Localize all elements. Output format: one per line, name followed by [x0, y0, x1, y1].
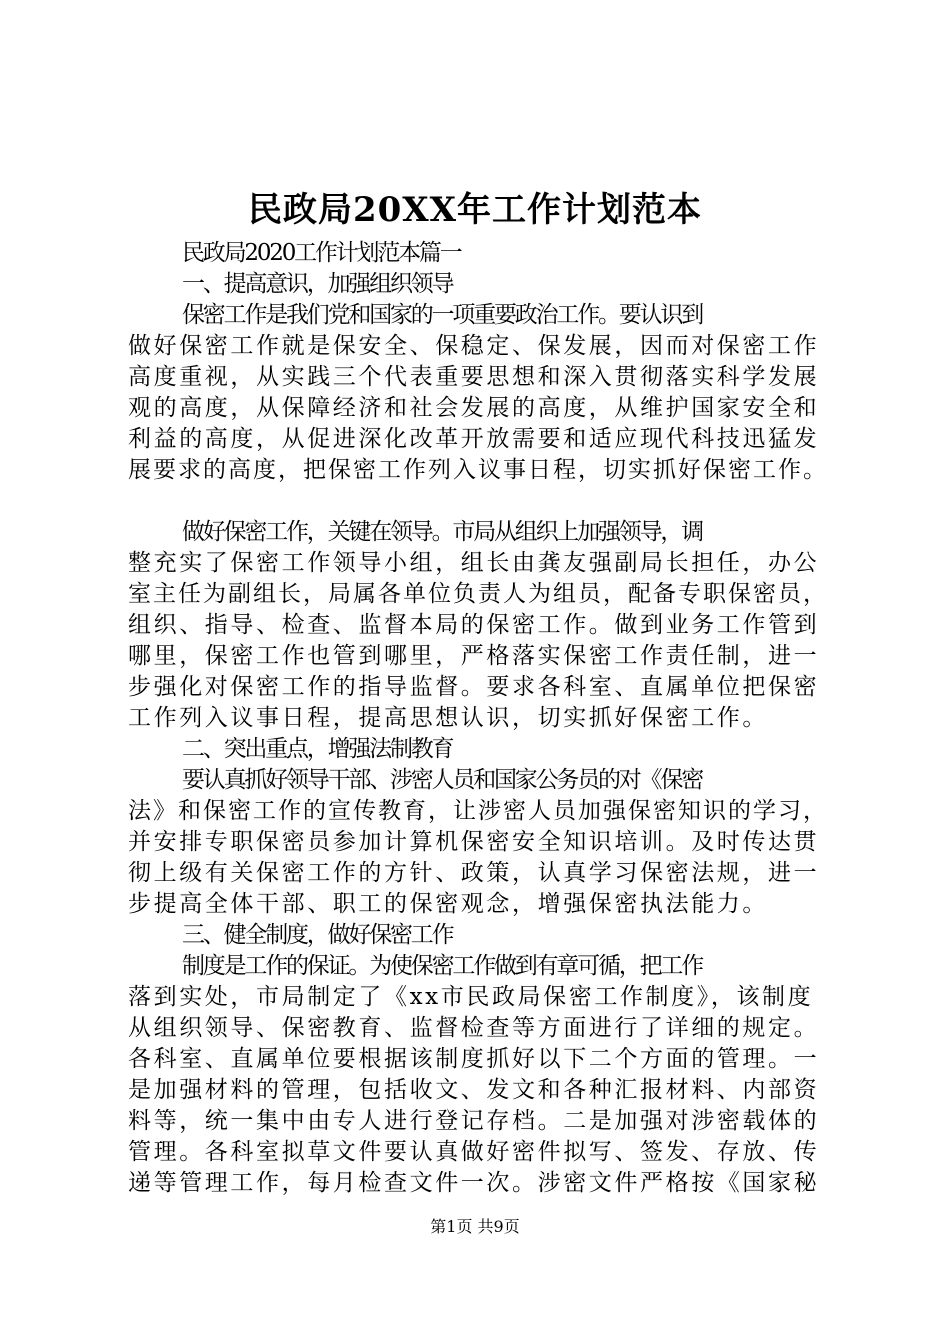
- text-line: 从组织领导、保密教育、监督检查等方面进行了详细的规定。: [128, 1015, 820, 1041]
- text-line: 做好保密工作，关键在领导。市局从组织上加强领导，调: [182, 519, 703, 545]
- text-line: 法》和保密工作的宣传教育，让涉密人员加强保密知识的学习，: [128, 798, 828, 824]
- text-line: 做好保密工作就是保安全、保稳定、保发展，因而对保密工作: [128, 333, 820, 359]
- text-line: 一、提高意识，加强组织领导: [182, 271, 453, 297]
- text-line: 递等管理工作，每月检查文件一次。涉密文件严格按《国家秘: [128, 1170, 820, 1196]
- page-footer: 第1页 共9页: [430, 1217, 520, 1236]
- text-line: 管理。各科室拟草文件要认真做好密件拟写、签发、存放、传: [128, 1139, 820, 1165]
- text-line: 整充实了保密工作领导小组，组长由龚友强副局长担任，办公: [128, 550, 820, 576]
- text-line: 二、突出重点，增强法制教育: [182, 736, 453, 762]
- text-line: 料等，统一集中由专人进行登记存档。二是加强对涉密载体的: [128, 1108, 820, 1134]
- text-line: 各科室、直属单位要根据该制度抓好以下二个方面的管理。一: [128, 1046, 820, 1072]
- text-line: 室主任为副组长，局属各单位负责人为组员，配备专职保密员，: [128, 581, 828, 607]
- document-title: 民政局20XX年工作计划范本: [247, 190, 703, 230]
- text-line: 保密工作是我们党和国家的一项重要政治工作。要认识到: [182, 302, 703, 328]
- document-body: [128, 238, 828, 1199]
- text-line: 哪里，保密工作也管到哪里，严格落实保密工作责任制，进一: [128, 643, 820, 669]
- text-line: 是加强材料的管理，包括收文、发文和各种汇报材料、内部资: [128, 1077, 820, 1103]
- text-line: 制度是工作的保证。为使保密工作做到有章可循，把工作: [182, 953, 703, 979]
- text-line: 要认真抓好领导干部、涉密人员和国家公务员的对《保密: [182, 767, 703, 793]
- text-line: 观的高度，从保障经济和社会发展的高度，从维护国家安全和: [128, 395, 820, 421]
- text-line: 工作列入议事日程，提高思想认识，切实抓好保密工作。: [128, 705, 768, 731]
- text-line: 展要求的高度，把保密工作列入议事日程，切实抓好保密工作。: [128, 457, 828, 483]
- text-line: 利益的高度，从促进深化改革开放需要和适应现代科技迅猛发: [128, 426, 820, 452]
- text-line: 步强化对保密工作的指导监督。要求各科室、直属单位把保密: [128, 674, 820, 700]
- text-line: 落到实处，市局制定了《xx市民政局保密工作制度》，该制度: [128, 984, 814, 1010]
- text-line: 高度重视，从实践三个代表重要思想和深入贯彻落实科学发展: [128, 364, 820, 390]
- text-line: 三、健全制度，做好保密工作: [182, 922, 453, 948]
- text-line: 彻上级有关保密工作的方针、政策，认真学习保密法规，进一: [128, 860, 820, 886]
- text-line: 组织、指导、检查、监督本局的保密工作。做到业务工作管到: [128, 612, 820, 638]
- text-line: 步提高全体干部、职工的保密观念，增强保密执法能力。: [128, 891, 768, 917]
- text-line: 并安排专职保密员参加计算机保密安全知识培训。及时传达贯: [128, 829, 820, 855]
- paragraph-gap: [128, 486, 828, 517]
- text-line: 民政局2020工作计划范本篇一: [182, 240, 461, 266]
